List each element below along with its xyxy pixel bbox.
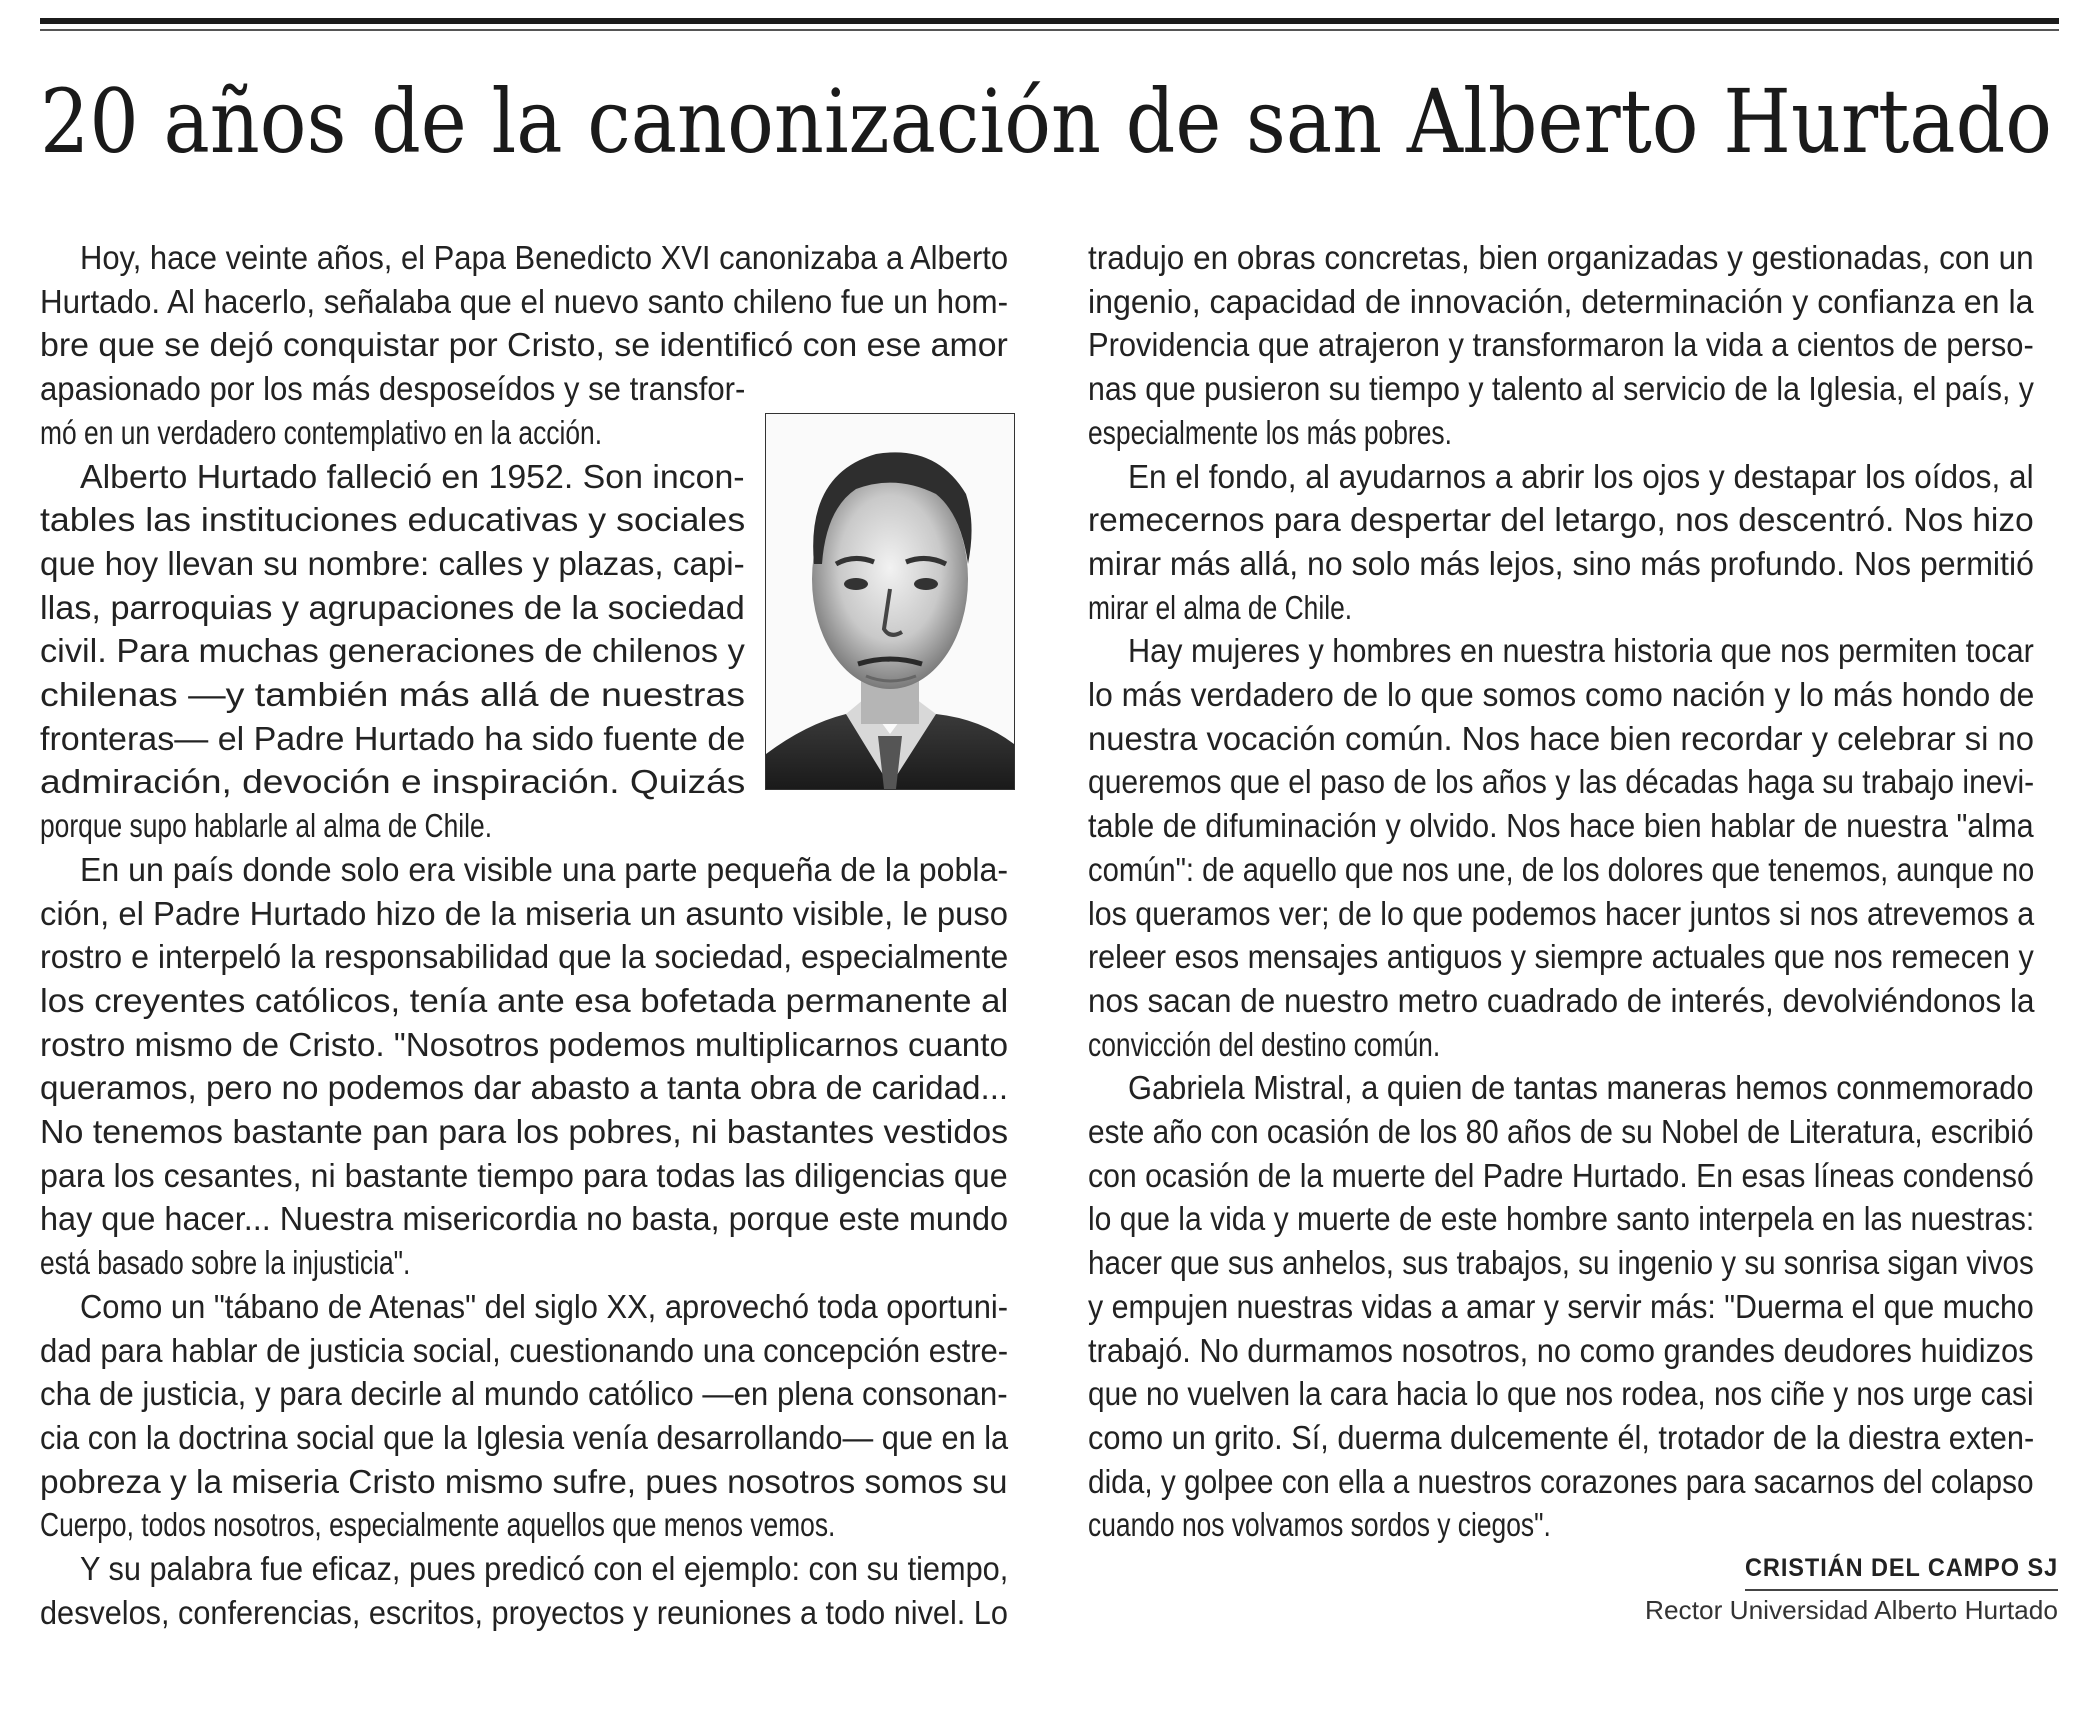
text-line: tables las instituciones educativas y sociales bbox=[40, 501, 746, 539]
text-line: como un grito. Sí, duerma dulcemente él, trotador de la diestra exten- bbox=[1088, 1418, 2035, 1456]
text-line: lo más verdadero de lo que somos como nación y lo más hondo de bbox=[1088, 676, 2035, 713]
top-rule-thin bbox=[40, 29, 2059, 31]
text-line: releer esos mensajes antiguos y siempre actuales que nos remecen y bbox=[1088, 938, 2034, 976]
text-line: Gabriela Mistral, a quien de tantas maneras hemos conmemorado bbox=[1128, 1069, 2034, 1107]
text-line: nuestra vocación común. Nos hace bien recordar y celebrar si no bbox=[1088, 719, 2034, 757]
text-line: Hurtado. Al hacerlo, señalaba que el nuevo santo chileno fue un hom- bbox=[40, 282, 1009, 320]
text-line: Alberto Hurtado falleció en 1952. Son incon- bbox=[80, 457, 745, 495]
article-title: 20 años de la canonización de san Alberto Hurtado bbox=[40, 70, 2053, 173]
text-line: Y su palabra fue eficaz, pues predicó con el ejemplo: con su tiempo, bbox=[80, 1550, 1009, 1587]
text-line: que hoy llevan su nombre: calles y plazas, capi- bbox=[40, 544, 745, 582]
text-line: hay que hacer... Nuestra misericordia no basta, porque este mundo bbox=[40, 1200, 1009, 1238]
text-line: para los cesantes, ni bastante tiempo para todas las diligencias que bbox=[40, 1156, 1008, 1194]
text-line: llas, parroquias y agrupaciones de la sociedad bbox=[40, 588, 745, 626]
text-line: En un país donde solo era visible una parte pequeña de la pobla- bbox=[80, 850, 1009, 888]
text-line: civil. Para muchas generaciones de chilenos y bbox=[40, 632, 745, 670]
text-line: fronteras— el Padre Hurtado ha sido fuente de bbox=[40, 719, 746, 757]
text-line: Hoy, hace veinte años, el Papa Benedicto XVI canonizaba a Alberto bbox=[80, 239, 1009, 276]
text-line: bre que se dejó conquistar por Cristo, se identificó con ese amor bbox=[40, 326, 1008, 364]
text-line: Providencia que atrajeron y transformaron la vida a cientos de perso- bbox=[1088, 326, 2034, 364]
text-line: admiración, devoción e inspiración. Quizás bbox=[40, 763, 746, 801]
text-line: ción, el Padre Hurtado hizo de la miseria un asunto visible, le puso bbox=[40, 894, 1009, 932]
text-line: table de difuminación y olvido. Nos hace bien hablar de nuestra "alma bbox=[1088, 807, 2034, 845]
text-line: convicción del destino común. bbox=[1088, 1025, 1441, 1063]
text-line: que no vuelven la cara hacia lo que nos rodea, nos ciñe y nos urge casi bbox=[1088, 1375, 2034, 1413]
text-line: rostro e interpeló la responsabilidad que la sociedad, especialmente bbox=[40, 938, 1009, 976]
text-line: mirar más allá, no solo más lejos, sino más profundo. Nos permitió bbox=[1088, 544, 2034, 582]
text-line: Como un "tábano de Atenas" del siglo XX, aprovechó toda oportuni- bbox=[80, 1287, 1009, 1325]
text-line: nos sacan de nuestro metro cuadrado de interés, devolviéndonos la bbox=[1088, 981, 2035, 1019]
portrait-photo-icon bbox=[766, 414, 1014, 789]
text-line: cuando nos volvamos sordos y ciegos". bbox=[1088, 1506, 1551, 1544]
text-line: los creyentes católicos, tenía ante esa bofetada permanente al bbox=[40, 981, 1009, 1019]
text-line: dad para hablar de justicia social, cuestionando una concepción estre- bbox=[40, 1331, 1009, 1369]
text-line: este año con ocasión de los 80 años de su Nobel de Literatura, escribió bbox=[1088, 1113, 2034, 1150]
text-line: especialmente los más pobres. bbox=[1088, 413, 1452, 451]
text-line: hacer que sus anhelos, sus trabajos, su ingenio y su sonrisa sigan vivos bbox=[1088, 1244, 2034, 1282]
text-line: remecernos para despertar del letargo, nos descentró. Nos hizo bbox=[1088, 501, 2034, 539]
author-role: Rector Universidad Alberto Hurtado bbox=[1645, 1595, 2058, 1625]
text-line: Hay mujeres y hombres en nuestra historia que nos permiten tocar bbox=[1128, 632, 2034, 670]
text-line: nas que pusieron su tiempo y talento al servicio de la Iglesia, el país, y bbox=[1088, 370, 2034, 408]
text-line: dida, y golpee con ella a nuestros corazones para sacarnos del colapso bbox=[1088, 1462, 2034, 1500]
text-line: con ocasión de la muerte del Padre Hurtado. En esas líneas condensó bbox=[1088, 1156, 2034, 1194]
text-line: y empujen nuestras vidas a amar y servir más: "Duerma el que mucho bbox=[1088, 1287, 2034, 1325]
text-line: queramos, pero no podemos dar abasto a tanta obra de caridad... bbox=[40, 1069, 1009, 1107]
top-rule-thick bbox=[40, 18, 2059, 24]
text-line: No tenemos bastante pan para los pobres, ni bastantes vestidos bbox=[40, 1113, 1009, 1150]
text-line: cia con la doctrina social que la Iglesia venía desarrollando— que en la bbox=[40, 1418, 1009, 1456]
text-line: los queramos ver; de lo que podemos hacer juntos si nos atrevemos a bbox=[1088, 894, 2035, 932]
author-photo bbox=[765, 413, 1015, 790]
text-line: desvelos, conferencias, escritos, proyectos y reuniones a todo nivel. Lo bbox=[40, 1593, 1008, 1631]
author-divider bbox=[1745, 1589, 2058, 1591]
text-line: está basado sobre la injusticia". bbox=[40, 1244, 411, 1282]
text-line: queremos que el paso de los años y las décadas haga su trabajo inevi- bbox=[1088, 763, 2035, 801]
text-line: apasionado por los más desposeídos y se transfor- bbox=[40, 370, 746, 408]
text-line: chilenas —y también más allá de nuestras bbox=[40, 676, 745, 713]
text-line: pobreza y la miseria Cristo mismo sufre, pues nosotros somos su bbox=[40, 1462, 1008, 1500]
text-line: mirar el alma de Chile. bbox=[1088, 588, 1353, 626]
text-line: En el fondo, al ayudarnos a abrir los ojos y destapar los oídos, al bbox=[1128, 457, 2034, 495]
text-line: tradujo en obras concretas, bien organizadas y gestionadas, con un bbox=[1088, 239, 2034, 276]
text-line: mó en un verdadero contemplativo en la acción. bbox=[40, 413, 603, 451]
text-line: lo que la vida y muerte de este hombre santo interpela en las nuestras: bbox=[1088, 1200, 2035, 1238]
text-line: rostro mismo de Cristo. "Nosotros podemos multiplicarnos cuanto bbox=[40, 1025, 1009, 1063]
text-line: ingenio, capacidad de innovación, determinación y confianza en la bbox=[1088, 282, 2034, 320]
text-line: común": de aquello que nos une, de los dolores que tenemos, aunque no bbox=[1088, 850, 2035, 888]
text-line: cha de justicia, y para decirle al mundo católico —en plena consonan- bbox=[40, 1375, 1008, 1413]
text-line: porque supo hablarle al alma de Chile. bbox=[40, 807, 493, 845]
text-line: trabajó. No durmamos nosotros, no como grandes deudores huidizos bbox=[1088, 1331, 2034, 1369]
text-line: Cuerpo, todos nosotros, especialmente aquellos que menos vemos. bbox=[40, 1506, 836, 1544]
author-name: CRISTIÁN DEL CAMPO SJ bbox=[1744, 1554, 2058, 1582]
